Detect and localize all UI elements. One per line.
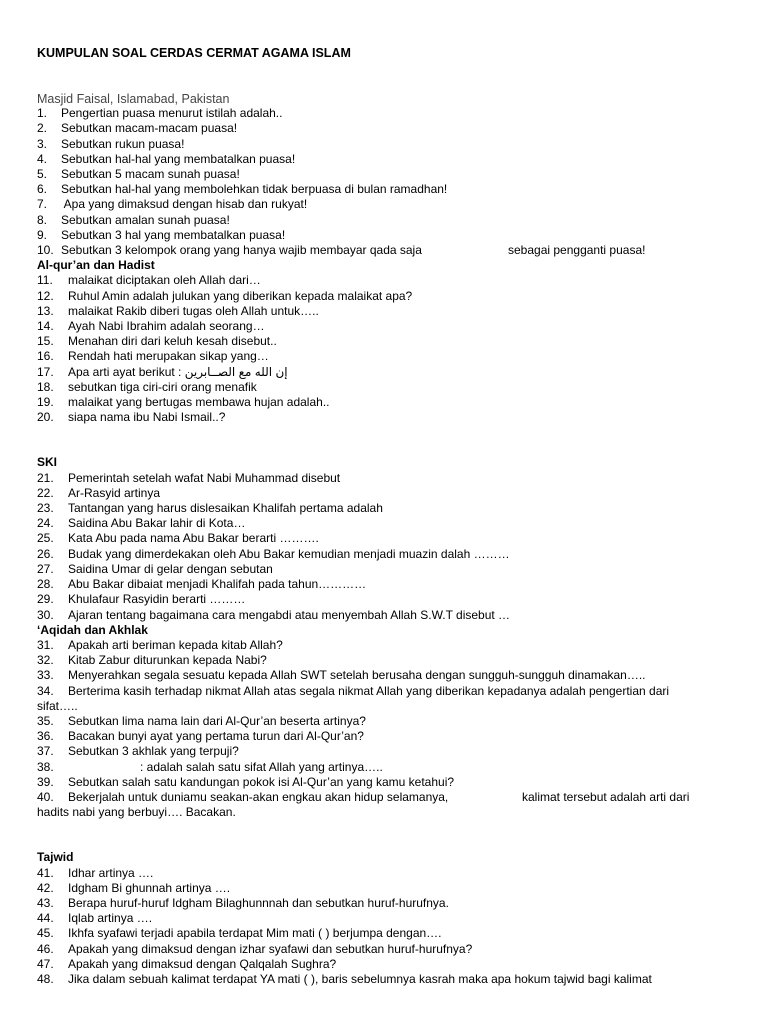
question-40: 40. Bekerjalah untuk duniamu seakan-akan engkau akan hidup selamanya, kalimat tersebut adalah arti dari	[37, 789, 690, 804]
question-19: 19. malaikat yang bertugas membawa hujan adalah..	[37, 395, 330, 410]
question-13: 13. malaikat Rakib diberi tugas oleh Allah untuk…..	[37, 303, 319, 318]
question-44: 44. Iqlab artinya ….	[37, 911, 153, 926]
section-tajwid	[37, 866, 737, 988]
question-43: 43. Berapa huruf-huruf Idgham Bilaghunnnah dan sebutkan huruf-hurufnya.	[37, 895, 449, 910]
question-28: 28. Abu Bakar dibaiat menjadi Khalifah pada tahun…………	[37, 577, 367, 592]
question-25: 25. Kata Abu pada nama Abu Bakar berarti ……….	[37, 531, 319, 546]
question-34-continuation: sifat…..	[37, 698, 78, 713]
question-40-continuation: hadits nabi yang berbuyi…. Bacakan.	[37, 805, 236, 820]
section-ski	[37, 471, 737, 623]
question-10-tail: sebagai pengganti puasa!	[508, 243, 646, 258]
question-1: 1. Pengertian puasa menurut istilah adalah..	[37, 106, 283, 121]
question-42: 42. Idgham Bi ghunnah artinya ….	[37, 880, 231, 895]
section-quran	[37, 273, 737, 425]
question-14: 14. Ayah Nabi Ibrahim adalah seorang…	[37, 319, 265, 334]
document-subtitle: Masjid Faisal, Islamabad, Pakistan	[37, 92, 230, 107]
question-37: 37. Sebutkan 3 akhlak yang terpuji?	[37, 744, 239, 759]
question-39: 39. Sebutkan salah satu kandungan pokok isi Al-Qur’an yang kamu ketahui?	[37, 774, 455, 789]
section-aqidah	[37, 638, 737, 820]
question-3: 3. Sebutkan rukun puasa!	[37, 136, 185, 151]
question-27: 27. Saidina Umar di gelar dengan sebutan	[37, 561, 273, 576]
question-32: 32. Kitab Zabur diturunkan kepada Nabi?	[37, 653, 267, 668]
question-15: 15. Menahan diri dari keluh kesah disebut..	[37, 334, 277, 349]
question-11: 11. malaikat diciptakan oleh Allah dari…	[37, 273, 261, 288]
question-17: 17. Apa arti ayat berikut : إن الله مع الصــابرين	[37, 364, 288, 379]
section-puasa	[37, 106, 737, 258]
question-23: 23. Tantangan yang harus dislesaikan Khalifah pertama adalah	[37, 501, 383, 516]
question-41: 41. Idhar artinya ….	[37, 865, 154, 880]
question-22: 22. Ar-Rasyid artinya	[37, 485, 161, 500]
section-heading-ski: SKI	[37, 455, 58, 470]
question-36: 36. Bacakan bunyi ayat yang pertama turun dari Al-Qur’an?	[37, 729, 364, 744]
question-5: 5. Sebutkan 5 macam sunah puasa!	[37, 167, 240, 182]
question-34: 34. Berterima kasih terhadap nikmat Allah atas segala nikmat Allah yang diberikan kepadanya adalah pengertian dari	[37, 683, 670, 698]
spacer	[37, 820, 737, 850]
question-48: 48. Jika dalam sebuah kalimat terdapat YA mati ( ), baris sebelumnya kasrah maka apa hokum tajwid bagi kalimat	[37, 971, 652, 986]
section-heading-aqidah: ‘Aqidah dan Akhlak	[37, 622, 148, 637]
question-35: 35. Sebutkan lima nama lain dari Al-Qur’an beserta artinya?	[37, 713, 366, 728]
question-33: 33. Menyerahkan segala sesuatu kepada Allah SWT setelah berusaha dengan sungguh-sungguh dinamakan…..	[37, 668, 646, 683]
question-47: 47. Apakah yang dimaksud dengan Qalqalah Sughra?	[37, 956, 337, 971]
question-16: 16. Rendah hati merupakan sikap yang…	[37, 349, 269, 364]
question-30: 30. Ajaran tentang bagaimana cara mengabdi atau menyembah Allah S.W.T disebut …	[37, 607, 511, 622]
question-6: 6. Sebutkan hal-hal yang membolehkan tidak berpuasa di bulan ramadhan!	[37, 182, 448, 197]
question-46: 46. Apakah yang dimaksud dengan izhar syafawi dan sebutkan huruf-hurufnya?	[37, 941, 473, 956]
document-page	[37, 46, 737, 987]
question-26: 26. Budak yang dimerdekakan oleh Abu Bakar kemudian menjadi muazin dalah ………	[37, 546, 510, 561]
question-12: 12. Ruhul Amin adalah julukan yang diberikan kepada malaikat apa?	[37, 288, 413, 303]
question-45: 45. Ikhfa syafawi terjadi apabila terdapat Mim mati ( ) berjumpa dengan….	[37, 926, 442, 941]
question-29: 29. Khulafaur Rasyidin berarti ………	[37, 592, 246, 607]
question-9: 9. Sebutkan 3 hal yang membatalkan puasa!	[37, 227, 286, 242]
spacer	[37, 425, 737, 455]
question-8: 8. Sebutkan amalan sunah puasa!	[37, 212, 230, 227]
question-21: 21. Pemerintah setelah wafat Nabi Muhammad disebut	[37, 470, 341, 485]
document-title: KUMPULAN SOAL CERDAS CERMAT AGAMA ISLAM	[37, 46, 351, 60]
section-heading-quran: Al-qur’an dan Hadist	[37, 258, 155, 273]
question-18: 18. sebutkan tiga ciri-ciri orang menafik	[37, 379, 257, 394]
section-heading-tajwid: Tajwid	[37, 850, 74, 865]
question-7: 7. Apa yang dimaksud dengan hisab dan rukyat!	[37, 197, 308, 212]
question-2: 2. Sebutkan macam-macam puasa!	[37, 121, 238, 136]
question-38: 38. : adalah salah satu sifat Allah yang artinya…..	[37, 759, 383, 774]
question-4: 4. Sebutkan hal-hal yang membatalkan puasa!	[37, 151, 296, 166]
question-31: 31. Apakah arti beriman kepada kitab Allah?	[37, 637, 283, 652]
question-24: 24. Saidina Abu Bakar lahir di Kota…	[37, 516, 246, 531]
question-40-tail: kalimat tersebut adalah arti dari	[522, 789, 690, 804]
question-20: 20. siapa nama ibu Nabi Ismail..?	[37, 410, 226, 425]
question-10: 10. Sebutkan 3 kelompok orang yang hanya wajib membayar qada saja sebagai pengganti puasa!	[37, 243, 646, 258]
